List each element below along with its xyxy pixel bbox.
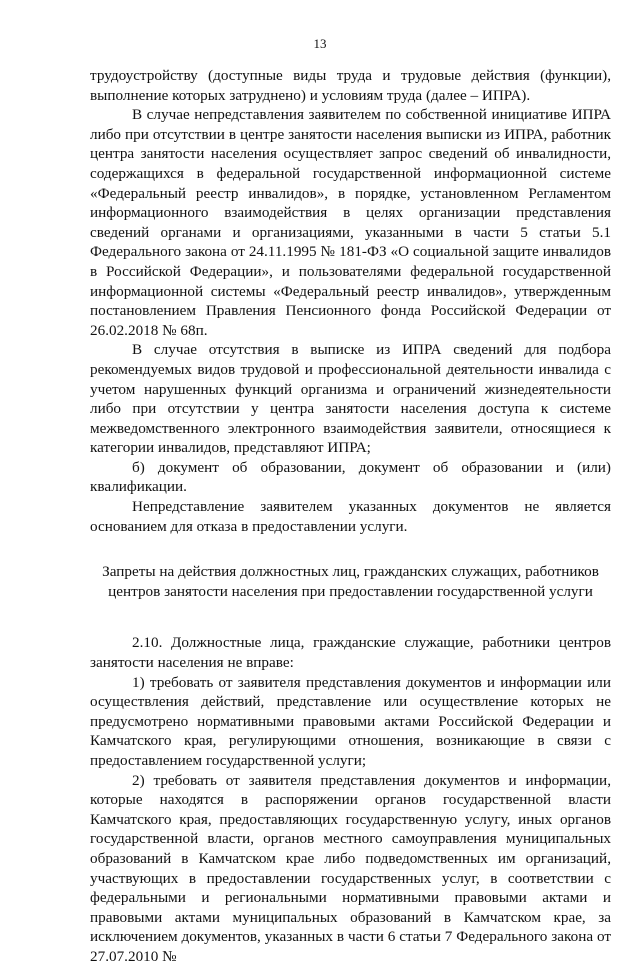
paragraph: трудоустройству (доступные виды труда и трудовые действия (функции), выполнение которых затруднено) и условиям труда (далее – ИПРА). [90, 67, 611, 104]
paragraph: 1) требовать от заявителя представления документов и информации или осуществления действий, представление или осуществление которых не предусмотрено нормативными правовыми актами Российской Федерации и Камчатского края, регулирующими отношения, возникающие в связи с предоставлением государственной услуги; [90, 673, 611, 769]
paragraph: 2) требовать от заявителя представления документов и информации, которые находятся в распоряжении органов государственной власти Камчатского края, предоставляющих государственную услугу, иных органов государственной власти, органов местного самоуправления муниципальных образований в Камчатском крае либо подведомственных им организаций, участвующих в предоставлении государственных услуг, в соответствии с федеральными и региональными нормативными правовыми актами и правовыми актами муниципальных образований в Камчатском крае, за исключением документов, указанных в части 6 статьи 7 Федерального закона от 27.07.2010 № [90, 771, 611, 965]
paragraph: В случае отсутствия в выписке из ИПРА сведений для подбора рекомендуемых видов трудовой и профессиональной деятельности инвалида с учетом нарушенных функций организма и ограничений жизнедеятельности либо при отсутствии у центра занятости населения доступа к системе межведомственного электронного взаимодействия заявители, относящиеся к категории инвалидов, представляют ИПРА; [90, 341, 611, 457]
document-body [90, 66, 611, 967]
section-heading: Запреты на действия должностных лиц, гражданских служащих, работников центров занятости населения при предоставлении государственной услуги [102, 563, 599, 600]
paragraph: б) документ об образовании, документ об образовании и (или) квалификации. [90, 458, 611, 496]
paragraph: Непредставление заявителем указанных документов не является основанием для отказа в предоставлении услуги. [90, 498, 611, 535]
paragraph: В случае непредставления заявителем по собственной инициативе ИПРА либо при отсутствии в центре занятости населения выписки из ИПРА, работник центра занятости населения осуществляет запрос сведений об инвалидности, содержащихся в федеральной государственной информационной системе «Федеральный реестр инвалидов», в порядке, установленном Регламентом информационного взаимодействия в целях организации представления сведений органами и организациями, указанными в части 5 статьи 5.1 Федерального закона от 24.11.1995 № 181-ФЗ «О социальной защите инвалидов в Российской Федерации», и пользователями федеральной государственной информационной системы «Федеральный реестр инвалидов», утвержденным постановлением Правления Пенсионного фонда Российской Федерации от 26.02.2018 № 68п. [90, 106, 611, 339]
page-number: 13 [313, 36, 327, 51]
paragraph: 2.10. Должностные лица, гражданские служащие, работники центров занятости населения не вправе: [90, 634, 611, 672]
